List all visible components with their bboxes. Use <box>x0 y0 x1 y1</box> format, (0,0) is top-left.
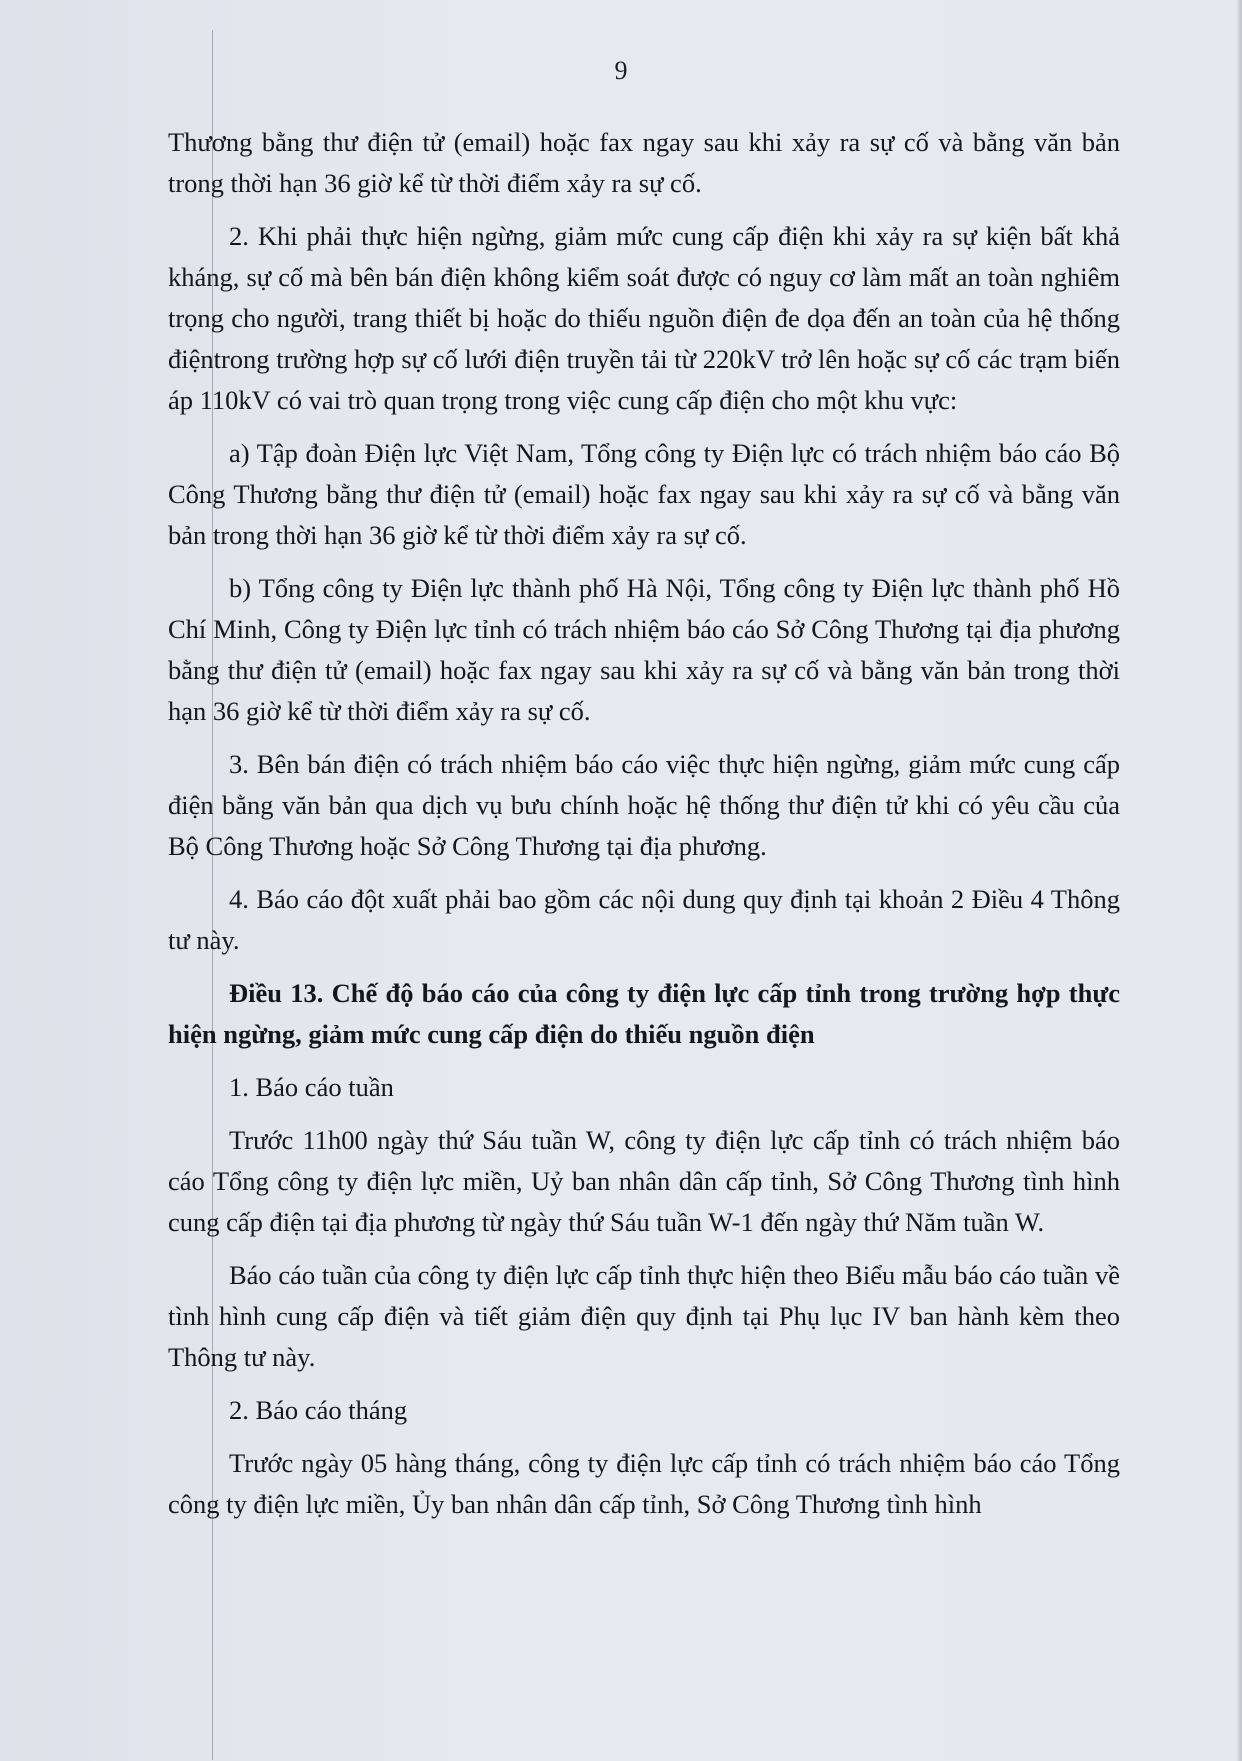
paragraph-clause-4: 4. Báo cáo đột xuất phải bao gồm các nội dung quy định tại khoản 2 Điều 4 Thông tư này. <box>168 884 1120 955</box>
paragraph-clause-2a: a) Tập đoàn Điện lực Việt Nam, Tổng công ty Điện lực có trách nhiệm báo cáo Bộ Công Thương bằng thư điện tử (email) hoặc fax ngay sau khi xảy ra sự cố và bằng văn bản trong thời hạn 36 giờ kể từ thời điểm xảy ra sự cố. <box>168 438 1120 550</box>
subheading-weekly-report: 1. Báo cáo tuần <box>229 1072 394 1102</box>
paragraph-clause-2b: b) Tổng công ty Điện lực thành phố Hà Nội, Tổng công ty Điện lực thành phố Hồ Chí Minh, Công ty Điện lực tỉnh có trách nhiệm báo cáo Sở Công Thương tại địa phương bằng thư điện tử (email) hoặc fax ngay sau khi xảy ra sự cố và bằng văn bản trong thời hạn 36 giờ kể từ thời điểm xảy ra sự cố. <box>168 573 1120 726</box>
paragraph-clause-2: 2. Khi phải thực hiện ngừng, giảm mức cung cấp điện khi xảy ra sự kiện bất khả kháng, sự cố mà bên bán điện không kiểm soát được có nguy cơ làm mất an toàn nghiêm trọng cho người, trang thiết bị hoặc do thiếu nguồn điện đe dọa đến an toàn của hệ thống điệntrong trường hợp sự cố lưới điện truyền tải từ 220kV trở lên hoặc sự cố các trạm biến áp 110kV có vai trò quan trọng trong việc cung cấp điện cho một khu vực: <box>168 221 1120 415</box>
paragraph-continuation: Thương bằng thư điện tử (email) hoặc fax ngay sau khi xảy ra sự cố và bằng văn bản trong thời hạn 36 giờ kể từ thời điểm xảy ra sự cố. <box>168 127 1120 198</box>
document-body <box>168 122 1120 1537</box>
article-13-heading: Điều 13. Chế độ báo cáo của công ty điện lực cấp tỉnh trong trường hợp thực hiện ngừng, giảm mức cung cấp điện do thiếu nguồn điện <box>168 978 1120 1049</box>
page-number: 9 <box>614 56 628 85</box>
paragraph-weekly-deadline: Trước 11h00 ngày thứ Sáu tuần W, công ty điện lực cấp tỉnh có trách nhiệm báo cáo Tổng công ty điện lực miền, Uỷ ban nhân dân cấp tỉnh, Sở Công Thương tình hình cung cấp điện tại địa phương từ ngày thứ Sáu tuần W-1 đến ngày thứ Năm tuần W. <box>168 1125 1120 1237</box>
subheading-monthly-report: 2. Báo cáo tháng <box>229 1395 408 1425</box>
paragraph-monthly-deadline: Trước ngày 05 hàng tháng, công ty điện lực cấp tỉnh có trách nhiệm báo cáo Tổng công ty điện lực miền, Ủy ban nhân dân cấp tỉnh, Sở Công Thương tình hình <box>168 1448 1120 1519</box>
paragraph-clause-3: 3. Bên bán điện có trách nhiệm báo cáo việc thực hiện ngừng, giảm mức cung cấp điện bằng văn bản qua dịch vụ bưu chính hoặc hệ thống thư điện tử khi có yêu cầu của Bộ Công Thương hoặc Sở Công Thương tại địa phương. <box>168 749 1120 861</box>
page-edge-shadow <box>1236 0 1242 1761</box>
paragraph-weekly-template: Báo cáo tuần của công ty điện lực cấp tỉnh thực hiện theo Biểu mẫu báo cáo tuần về tình hình cung cấp điện và tiết giảm điện quy định tại Phụ lục IV ban hành kèm theo Thông tư này. <box>168 1260 1120 1372</box>
